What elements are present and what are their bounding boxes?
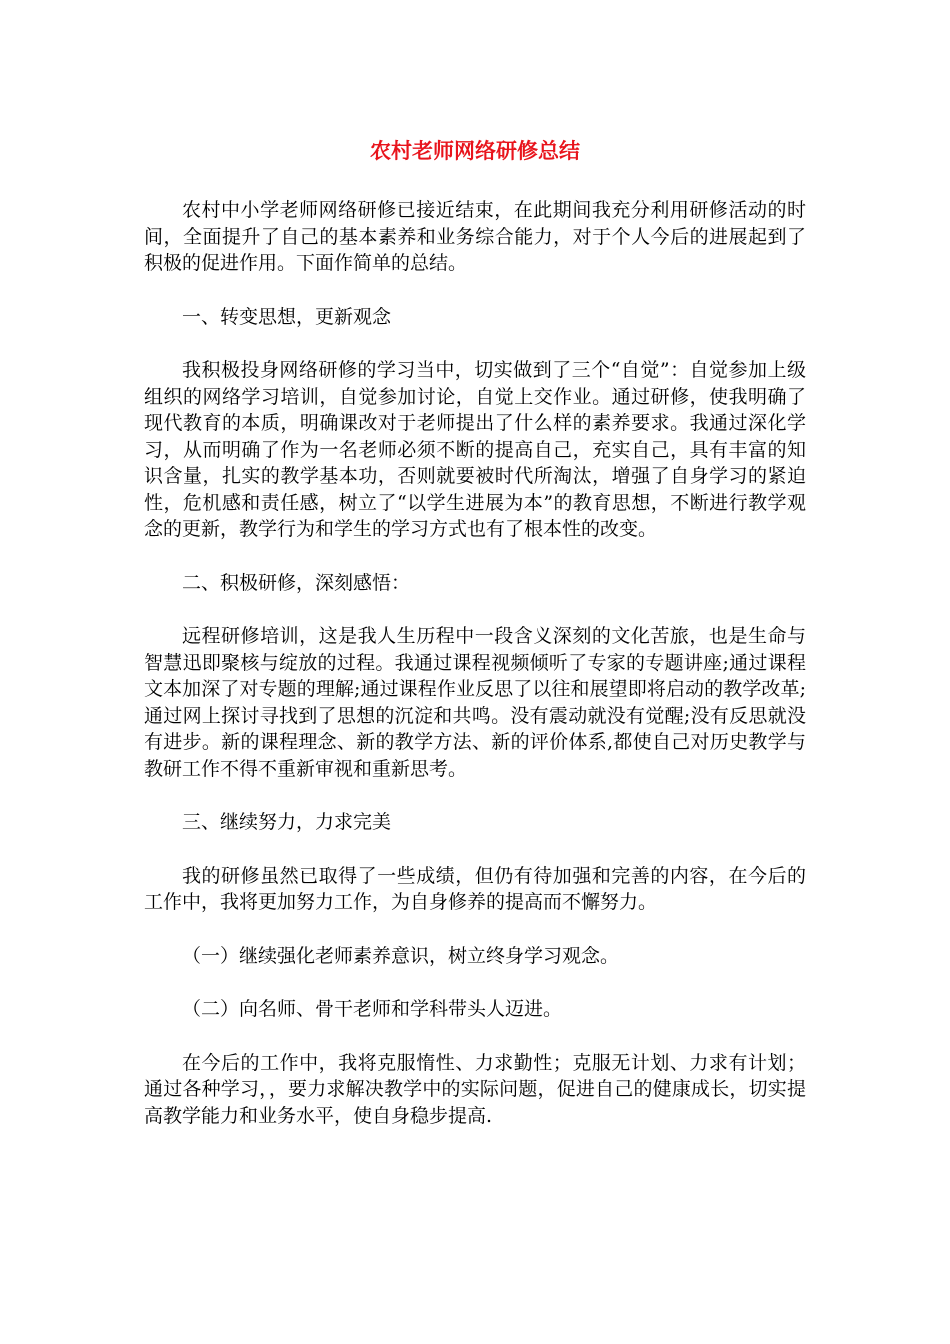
section-heading-1: 一、转变思想，更新观念 [182, 305, 392, 328]
list-item-1: （一）继续强化老师素养意识，树立终身学习观念。 [182, 944, 620, 967]
paragraph-closing: 在今后的工作中，我将克服惰性、力求勤性；克服无计划、力求有计划；通过各种学习，，要力求解决教学中的实际问题，促进自己的健康成长，切实提高教学能力和业务水平，使自身稳步提高. [144, 1051, 806, 1127]
paragraph-section-3: 我的研修虽然已取得了一些成绩，但仍有待加强和完善的内容，在今后的工作中，我将更加努力工作，为自身修养的提高而不懈努力。 [144, 864, 806, 913]
section-heading-2: 二、积极研修，深刻感悟： [182, 571, 411, 594]
document-body [144, 197, 806, 1129]
paragraph-section-1: 我积极投身网络研修的学习当中，切实做到了三个“自觉”：自觉参加上级组织的网络学习培训，自觉参加讨论，自觉上交作业。通过研修，使我明确了现代教育的本质，明确课改对于老师提出了什么样的素养要求。我通过深化学习，从而明确了作为一名老师必须不断的提高自己，充实自己，具有丰富的知识含量，扎实的教学基本功，否则就要被时代所淘汰，增强了自身学习的紧迫性，危机感和责任感，树立了“以学生进展为本”的教育思想，不断进行教学观念的更新，教学行为和学生的学习方式也有了根本性的改变。 [144, 359, 806, 540]
section-heading-3: 三、继续努力，力求完美 [182, 811, 392, 833]
paragraph-section-2: 远程研修培训，这是我人生历程中一段含义深刻的文化苦旅，也是生命与智慧迅即聚核与绽放的过程。我通过课程视频倾听了专家的专题讲座;通过课程文本加深了对专题的理解;通过课程作业反思了以往和展望即将启动的教学改革;通过网上探讨寻找到了思想的沉淀和共鸣。没有震动就没有觉醒;没有反思就没有进步。新的课程理念、新的教学方法、新的评价体系,都使自己对历史教学与教研工作不得不重新审视和重新思考。 [144, 625, 806, 780]
list-item-2: （二）向名师、骨干老师和学科带头人迈进。 [182, 998, 563, 1020]
paragraph-intro: 农村中小学老师网络研修已接近结束，在此期间我充分利用研修活动的时间，全面提升了自己的基本素养和业务综合能力，对于个人今后的进展起到了积极的促进作用。下面作简单的总结。 [144, 199, 806, 274]
document-title: 农村老师网络研修总结 [370, 139, 580, 163]
